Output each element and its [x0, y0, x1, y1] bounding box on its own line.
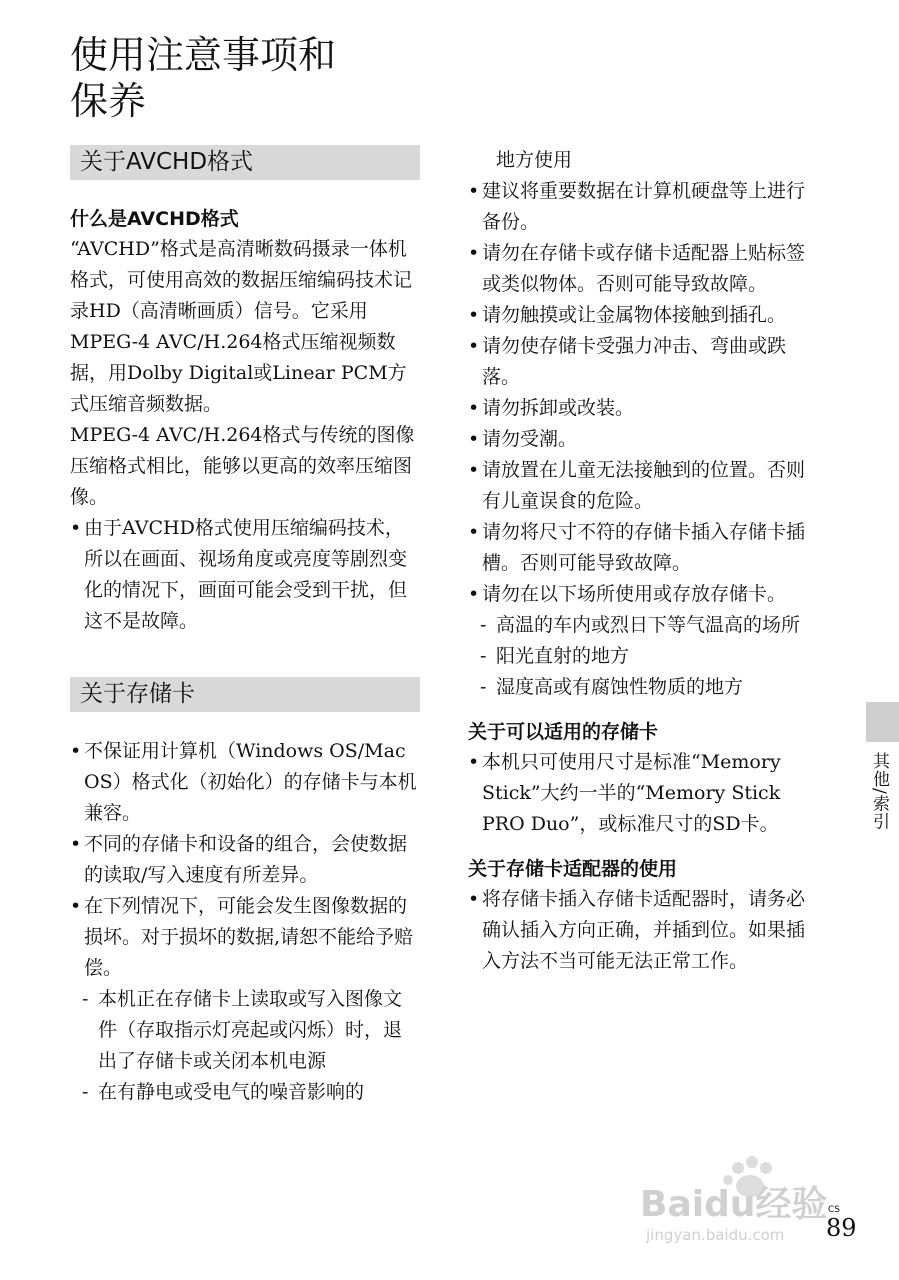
bullet-no-labels: • 请勿在存储卡或存储卡适配器上贴标签或类似物体。否则可能导致故障。	[468, 238, 820, 300]
left-column	[70, 145, 420, 1108]
subheading-what-is-avchd: 什么是AVCHD格式	[70, 208, 239, 230]
bullet-adapter-insert: • 将存储卡插入存储卡适配器时，请务必确认插入方向正确，并插到位。如果插入方法不当可能无法正常工作。	[468, 884, 820, 977]
bullet-format-compat: • 不保证用计算机（Windows OS/Mac OS）格式化（初始化）的存储卡与本机兼容。	[70, 736, 420, 829]
bullet-speed: • 不同的存储卡和设备的组合，会使数据的读取/写入速度有所差异。	[70, 829, 420, 891]
bullet-children: • 请放置在儿童无法接触到的位置。否则有儿童误食的危险。	[468, 455, 820, 517]
page-language-code: CS	[828, 1205, 840, 1215]
page-title: 使用注意事项和 保养	[70, 33, 337, 123]
dash-direct-sunlight: - 阳光直射的地方	[468, 641, 820, 672]
bullet-card-types: • 本机只可使用尺寸是标准“Memory Stick”大约一半的“Memory Stick PRO Duo”，或标准尺寸的SD卡。	[468, 747, 820, 840]
bullet-avchd-note: • 由于AVCHD格式使用压缩编码技术，所以在画面、视场角度或亮度等剧烈变化的情况下，画面可能会受到干扰，但这不是故障。	[70, 513, 420, 637]
dash-humidity: - 湿度高或有腐蚀性物质的地方	[468, 672, 820, 703]
page-number: 89	[826, 1214, 857, 1242]
section-heading-avchd: 关于AVCHD格式	[70, 145, 420, 180]
subheading-usable-cards: 关于可以适用的存储卡	[468, 721, 659, 743]
bullet-no-moisture: • 请勿受潮。	[468, 424, 820, 455]
paragraph-mpeg4: MPEG-4 AVC/H.264格式与传统的图像压缩格式相比，能够以更高的效率压缩图像。	[70, 424, 415, 508]
dash-hot-car: - 高温的车内或烈日下等气温高的场所	[468, 610, 820, 641]
dash-continuation: 地方使用	[496, 149, 573, 171]
subheading-card-adapter: 关于存储卡适配器的使用	[468, 858, 678, 880]
bullet-no-disassemble: • 请勿拆卸或改装。	[468, 393, 820, 424]
right-column	[468, 145, 820, 977]
dash-static-noise: - 在有静电或受电气的噪音影响的	[70, 1077, 420, 1108]
side-index-tab	[866, 702, 899, 742]
bullet-wrong-size: • 请勿将尺寸不符的存储卡插入存储卡插槽。否则可能导致故障。	[468, 517, 820, 579]
dash-ejecting-card: - 本机正在存储卡上读取或写入图像文件（存取指示灯亮起或闪烁）时，退出了存储卡或关闭本机电源	[70, 984, 420, 1077]
bullet-backup: • 建议将重要数据在计算机硬盘等上进行备份。	[468, 176, 820, 238]
baidu-watermark-logo	[640, 1148, 840, 1248]
bullet-no-shock: • 请勿使存储卡受强力冲击、弯曲或跌落。	[468, 331, 820, 393]
watermark-brand: Baidu经验	[640, 1184, 828, 1225]
bullet-data-damage: • 在下列情况下，可能会发生图像数据的损坏。对于损坏的数据,请恕不能给予赔偿。	[70, 891, 420, 984]
watermark-url: jingyan.baidu.com	[646, 1226, 785, 1244]
section-heading-memory-card: 关于存储卡	[70, 677, 420, 712]
bullet-no-touch-terminal: • 请勿触摸或让金属物体接触到插孔。	[468, 300, 820, 331]
bullet-storage-places: • 请勿在以下场所使用或存放存储卡。	[468, 579, 820, 610]
paragraph-avchd-intro: “AVCHD”格式是高清晰数码摄录一体机格式，可使用高效的数据压缩编码技术记录HD（高清晰画质）信号。它采用MPEG-4 AVC/H.264格式压缩视频数据，用Dolby Digital或Linear PCM方式压缩音频数据。	[70, 238, 413, 415]
side-index-label: 其他/索引	[869, 752, 889, 831]
